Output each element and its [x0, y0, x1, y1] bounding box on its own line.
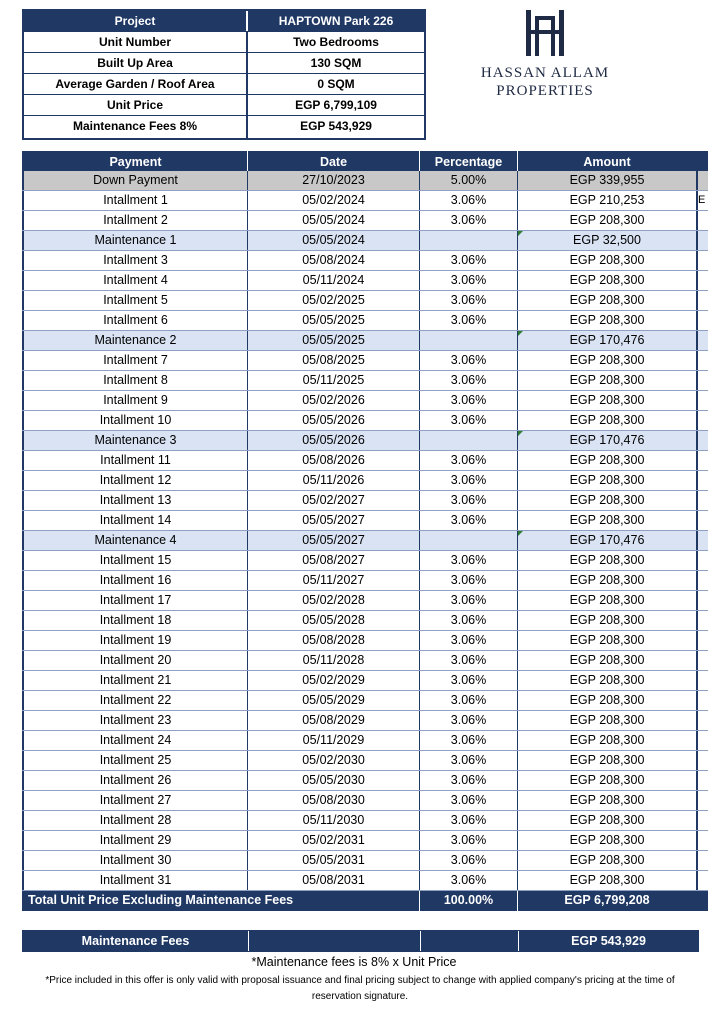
total-label: Total Unit Price Excluding Maintenance Fees: [22, 891, 420, 911]
date-cell: 05/02/2024: [248, 191, 420, 210]
payment-cell: Intallment 2: [22, 211, 248, 230]
table-row: [22, 471, 708, 491]
price-disclaimer: *Price included in this offer is only valid with proposal issuance and final pricing subject to change with applied company's pricing at the time of reservation signature.: [45, 975, 675, 1002]
percentage-cell: 3.06%: [420, 571, 518, 590]
side-cell: [698, 611, 708, 630]
payment-cell: Down Payment: [22, 171, 248, 190]
percentage-cell: [420, 431, 518, 450]
amount-cell: EGP 208,300: [518, 291, 698, 310]
table-row: [22, 571, 708, 591]
payment-cell: Intallment 7: [22, 351, 248, 370]
side-cell: [698, 751, 708, 770]
amount-cell: EGP 208,300: [518, 591, 698, 610]
side-cell: [698, 791, 708, 810]
date-cell: 05/11/2026: [248, 471, 420, 490]
info-value: 130 SQM: [310, 56, 362, 70]
date-cell: 05/05/2024: [248, 231, 420, 250]
percentage-cell: 3.06%: [420, 851, 518, 870]
date-cell: 05/08/2030: [248, 791, 420, 810]
table-row: [22, 411, 708, 431]
percentage-cell: 3.06%: [420, 611, 518, 630]
percentage-cell: 3.06%: [420, 271, 518, 290]
amount-cell: EGP 208,300: [518, 831, 698, 850]
info-value: EGP 6,799,109: [295, 98, 377, 112]
table-row: [22, 611, 708, 631]
table-row: [22, 191, 708, 211]
date-cell: 05/11/2024: [248, 271, 420, 290]
date-cell: 05/11/2028: [248, 651, 420, 670]
company-logo: [470, 8, 620, 108]
payment-cell: Intallment 24: [22, 731, 248, 750]
date-cell: 05/05/2024: [248, 211, 420, 230]
info-row-unit-number: [24, 32, 424, 53]
table-row: [22, 491, 708, 511]
logo-text-line2: PROPERTIES: [496, 83, 594, 99]
percentage-cell: 3.06%: [420, 551, 518, 570]
amount-cell: EGP 170,476: [518, 431, 698, 450]
payment-cell: Intallment 30: [22, 851, 248, 870]
date-cell: 05/02/2029: [248, 671, 420, 690]
side-cell: [698, 851, 708, 870]
info-row-garden-area: [24, 74, 424, 95]
percentage-cell: 3.06%: [420, 251, 518, 270]
payment-cell: Intallment 10: [22, 411, 248, 430]
amount-cell: EGP 208,300: [518, 351, 698, 370]
date-cell: 05/02/2030: [248, 751, 420, 770]
payment-schedule-table: [22, 151, 708, 911]
percentage-cell: 3.06%: [420, 771, 518, 790]
amount-cell: EGP 208,300: [518, 851, 698, 870]
amount-cell: EGP 208,300: [518, 471, 698, 490]
payment-cell: Intallment 21: [22, 671, 248, 690]
date-cell: 05/08/2028: [248, 631, 420, 650]
percentage-cell: 3.06%: [420, 831, 518, 850]
percentage-cell: 3.06%: [420, 191, 518, 210]
header-side: [698, 151, 708, 171]
percentage-cell: [420, 331, 518, 350]
info-label: Built Up Area: [24, 53, 248, 73]
amount-cell: EGP 170,476: [518, 331, 698, 350]
info-row-maintenance-fees: [24, 116, 424, 138]
payment-cell: Maintenance 4: [22, 531, 248, 550]
date-cell: 05/05/2025: [248, 311, 420, 330]
amount-cell: EGP 208,300: [518, 211, 698, 230]
side-cell: E: [698, 194, 706, 206]
amount-cell: EGP 208,300: [518, 771, 698, 790]
maintenance-row: [22, 231, 708, 251]
percentage-cell: 3.06%: [420, 811, 518, 830]
header-payment: Payment: [22, 151, 248, 171]
percentage-cell: 3.06%: [420, 451, 518, 470]
amount-cell: EGP 208,300: [518, 871, 698, 890]
payment-cell: Intallment 6: [22, 311, 248, 330]
total-side: [698, 891, 708, 911]
percentage-cell: 3.06%: [420, 751, 518, 770]
date-cell: 05/02/2031: [248, 831, 420, 850]
percentage-cell: 3.06%: [420, 711, 518, 730]
date-cell: 05/08/2027: [248, 551, 420, 570]
payment-cell: Intallment 22: [22, 691, 248, 710]
date-cell: 05/08/2024: [248, 251, 420, 270]
amount-cell: EGP 208,300: [518, 811, 698, 830]
side-cell: [698, 251, 708, 270]
side-cell: [698, 171, 708, 190]
payment-cell: Maintenance 2: [22, 331, 248, 350]
side-cell: [698, 351, 708, 370]
table-row: [22, 551, 708, 571]
side-cell: [698, 471, 708, 490]
table-row: [22, 731, 708, 751]
percentage-cell: 5.00%: [420, 171, 518, 190]
payment-cell: Intallment 1: [22, 191, 248, 210]
date-cell: 05/05/2028: [248, 611, 420, 630]
table-row: [22, 811, 708, 831]
amount-cell: EGP 208,300: [518, 551, 698, 570]
table-row: [22, 451, 708, 471]
side-cell: [698, 311, 708, 330]
unit-info-table: [22, 9, 426, 140]
date-cell: 05/11/2030: [248, 811, 420, 830]
table-row: [22, 251, 708, 271]
percentage-cell: 3.06%: [420, 591, 518, 610]
side-cell: [698, 511, 708, 530]
amount-cell: EGP 208,300: [518, 391, 698, 410]
amount-cell: EGP 210,253: [518, 191, 698, 210]
payment-cell: Intallment 25: [22, 751, 248, 770]
percentage-cell: 3.06%: [420, 491, 518, 510]
side-cell: [698, 451, 708, 470]
payment-cell: Intallment 12: [22, 471, 248, 490]
info-row-built-up-area: [24, 53, 424, 74]
percentage-cell: 3.06%: [420, 471, 518, 490]
ha-monogram-icon: [524, 8, 566, 58]
amount-cell: EGP 208,300: [518, 611, 698, 630]
payment-cell: Intallment 18: [22, 611, 248, 630]
payment-cell: Intallment 20: [22, 651, 248, 670]
amount-cell: EGP 208,300: [518, 451, 698, 470]
table-row: [22, 651, 708, 671]
payment-cell: Intallment 14: [22, 511, 248, 530]
percentage-cell: 3.06%: [420, 631, 518, 650]
percentage-cell: 3.06%: [420, 371, 518, 390]
side-cell: [698, 651, 708, 670]
amount-cell: EGP 208,300: [518, 731, 698, 750]
side-cell: [698, 571, 708, 590]
side-cell: [698, 591, 708, 610]
date-cell: 05/02/2026: [248, 391, 420, 410]
date-cell: 05/08/2026: [248, 451, 420, 470]
side-cell: [698, 391, 708, 410]
info-value: EGP 543,929: [300, 119, 372, 133]
date-cell: 05/05/2027: [248, 531, 420, 550]
amount-cell: EGP 208,300: [518, 711, 698, 730]
maintenance-fees-blank-1: [249, 931, 421, 951]
table-row: [22, 591, 708, 611]
table-row: [22, 371, 708, 391]
payment-cell: Maintenance 3: [22, 431, 248, 450]
side-cell: [698, 731, 708, 750]
side-cell: [698, 431, 708, 450]
table-row: [22, 851, 708, 871]
percentage-cell: 3.06%: [420, 691, 518, 710]
payment-cell: Intallment 13: [22, 491, 248, 510]
table-row: [22, 211, 708, 231]
table-row: [22, 871, 708, 891]
payment-cell: Maintenance 1: [22, 231, 248, 250]
payment-cell: Intallment 19: [22, 631, 248, 650]
amount-cell: EGP 170,476: [518, 531, 698, 550]
side-cell: [698, 831, 708, 850]
info-label: Unit Price: [24, 95, 248, 115]
table-row: [22, 311, 708, 331]
percentage-cell: 3.06%: [420, 871, 518, 890]
info-label: Maintenance Fees 8%: [24, 116, 248, 138]
amount-cell: EGP 208,300: [518, 571, 698, 590]
side-cell: [698, 631, 708, 650]
table-row: [22, 511, 708, 531]
side-cell: [698, 711, 708, 730]
date-cell: 05/05/2026: [248, 411, 420, 430]
payment-cell: Intallment 27: [22, 791, 248, 810]
total-row: [22, 891, 708, 911]
side-cell: [698, 871, 708, 890]
date-cell: 05/08/2025: [248, 351, 420, 370]
amount-cell: EGP 208,300: [518, 311, 698, 330]
side-cell: [698, 411, 708, 430]
amount-cell: EGP 208,300: [518, 511, 698, 530]
date-cell: 05/08/2029: [248, 711, 420, 730]
table-row: [22, 671, 708, 691]
maintenance-fees-blank-2: [421, 931, 519, 951]
table-row: [22, 391, 708, 411]
side-cell: [698, 291, 708, 310]
percentage-cell: 3.06%: [420, 311, 518, 330]
payment-cell: Intallment 9: [22, 391, 248, 410]
payment-cell: Intallment 8: [22, 371, 248, 390]
table-row: [22, 171, 708, 191]
side-cell: [698, 671, 708, 690]
date-cell: 05/08/2031: [248, 871, 420, 890]
payment-cell: Intallment 31: [22, 871, 248, 890]
payment-cell: Intallment 3: [22, 251, 248, 270]
amount-cell: EGP 208,300: [518, 791, 698, 810]
side-cell: [698, 551, 708, 570]
percentage-cell: 3.06%: [420, 511, 518, 530]
amount-cell: EGP 208,300: [518, 691, 698, 710]
amount-cell: EGP 208,300: [518, 251, 698, 270]
amount-cell: EGP 208,300: [518, 651, 698, 670]
percentage-cell: 3.06%: [420, 731, 518, 750]
side-cell: [698, 811, 708, 830]
payment-cell: Intallment 5: [22, 291, 248, 310]
percentage-cell: 3.06%: [420, 791, 518, 810]
table-row: [22, 751, 708, 771]
date-cell: 05/02/2028: [248, 591, 420, 610]
date-cell: 05/11/2027: [248, 571, 420, 590]
total-amount: EGP 6,799,208: [518, 891, 698, 911]
header-amount: Amount: [518, 151, 698, 171]
total-percentage: 100.00%: [420, 891, 518, 911]
info-label: Unit Number: [24, 32, 248, 52]
payment-cell: Intallment 29: [22, 831, 248, 850]
amount-cell: EGP 208,300: [518, 671, 698, 690]
percentage-cell: 3.06%: [420, 211, 518, 230]
payment-cell: Intallment 15: [22, 551, 248, 570]
maintenance-fees-amount: EGP 543,929: [571, 934, 646, 948]
percentage-cell: 3.06%: [420, 291, 518, 310]
payment-cell: Intallment 26: [22, 771, 248, 790]
maintenance-row: [22, 431, 708, 451]
date-cell: 27/10/2023: [248, 171, 420, 190]
side-cell: [698, 331, 708, 350]
amount-cell: EGP 208,300: [518, 411, 698, 430]
table-header: [22, 151, 708, 171]
date-cell: 05/02/2025: [248, 291, 420, 310]
table-row: [22, 711, 708, 731]
table-row: [22, 791, 708, 811]
amount-cell: EGP 208,300: [518, 271, 698, 290]
percentage-cell: 3.06%: [420, 351, 518, 370]
date-cell: 05/05/2029: [248, 691, 420, 710]
amount-cell: EGP 208,300: [518, 491, 698, 510]
maintenance-fees-row: [22, 930, 699, 952]
side-cell: [698, 691, 708, 710]
schedule-rows: [22, 171, 708, 891]
date-cell: 05/02/2027: [248, 491, 420, 510]
logo-text-line1: HASSAN ALLAM: [480, 65, 610, 81]
header-date: Date: [248, 151, 420, 171]
payment-cell: Intallment 23: [22, 711, 248, 730]
payment-cell: Intallment 17: [22, 591, 248, 610]
payment-cell: Intallment 11: [22, 451, 248, 470]
payment-cell: Intallment 28: [22, 811, 248, 830]
amount-cell: EGP 32,500: [518, 231, 698, 250]
info-row-project: [24, 11, 424, 32]
amount-cell: EGP 208,300: [518, 751, 698, 770]
percentage-cell: 3.06%: [420, 671, 518, 690]
side-cell: [698, 231, 708, 250]
side-cell: [698, 371, 708, 390]
maintenance-fees-label: Maintenance Fees: [23, 931, 249, 951]
table-row: [22, 691, 708, 711]
date-cell: 05/11/2029: [248, 731, 420, 750]
table-row: [22, 271, 708, 291]
info-value: 0 SQM: [317, 77, 355, 91]
side-cell: [698, 531, 708, 550]
side-cell: [698, 771, 708, 790]
date-cell: 05/05/2030: [248, 771, 420, 790]
side-cell: [698, 491, 708, 510]
maintenance-note: *Maintenance fees is 8% x Unit Price: [251, 955, 457, 969]
date-cell: 05/05/2026: [248, 431, 420, 450]
percentage-cell: 3.06%: [420, 411, 518, 430]
side-cell: [698, 271, 708, 290]
info-value: Two Bedrooms: [293, 35, 379, 49]
percentage-cell: [420, 531, 518, 550]
payment-cell: Intallment 4: [22, 271, 248, 290]
table-row: [22, 351, 708, 371]
info-label: Average Garden / Roof Area: [24, 74, 248, 94]
info-value: HAPTOWN Park 226: [248, 11, 424, 31]
percentage-cell: [420, 231, 518, 250]
amount-cell: EGP 208,300: [518, 371, 698, 390]
payment-cell: Intallment 16: [22, 571, 248, 590]
maintenance-row: [22, 331, 708, 351]
date-cell: 05/05/2025: [248, 331, 420, 350]
side-cell: [698, 211, 708, 230]
date-cell: 05/05/2031: [248, 851, 420, 870]
percentage-cell: 3.06%: [420, 651, 518, 670]
table-row: [22, 631, 708, 651]
header-percentage: Percentage: [420, 151, 518, 171]
amount-cell: EGP 208,300: [518, 631, 698, 650]
amount-cell: EGP 339,955: [518, 171, 698, 190]
info-label: Project: [24, 11, 248, 31]
maintenance-row: [22, 531, 708, 551]
date-cell: 05/05/2027: [248, 511, 420, 530]
table-row: [22, 771, 708, 791]
table-row: [22, 291, 708, 311]
info-row-unit-price: [24, 95, 424, 116]
percentage-cell: 3.06%: [420, 391, 518, 410]
date-cell: 05/11/2025: [248, 371, 420, 390]
table-row: [22, 831, 708, 851]
